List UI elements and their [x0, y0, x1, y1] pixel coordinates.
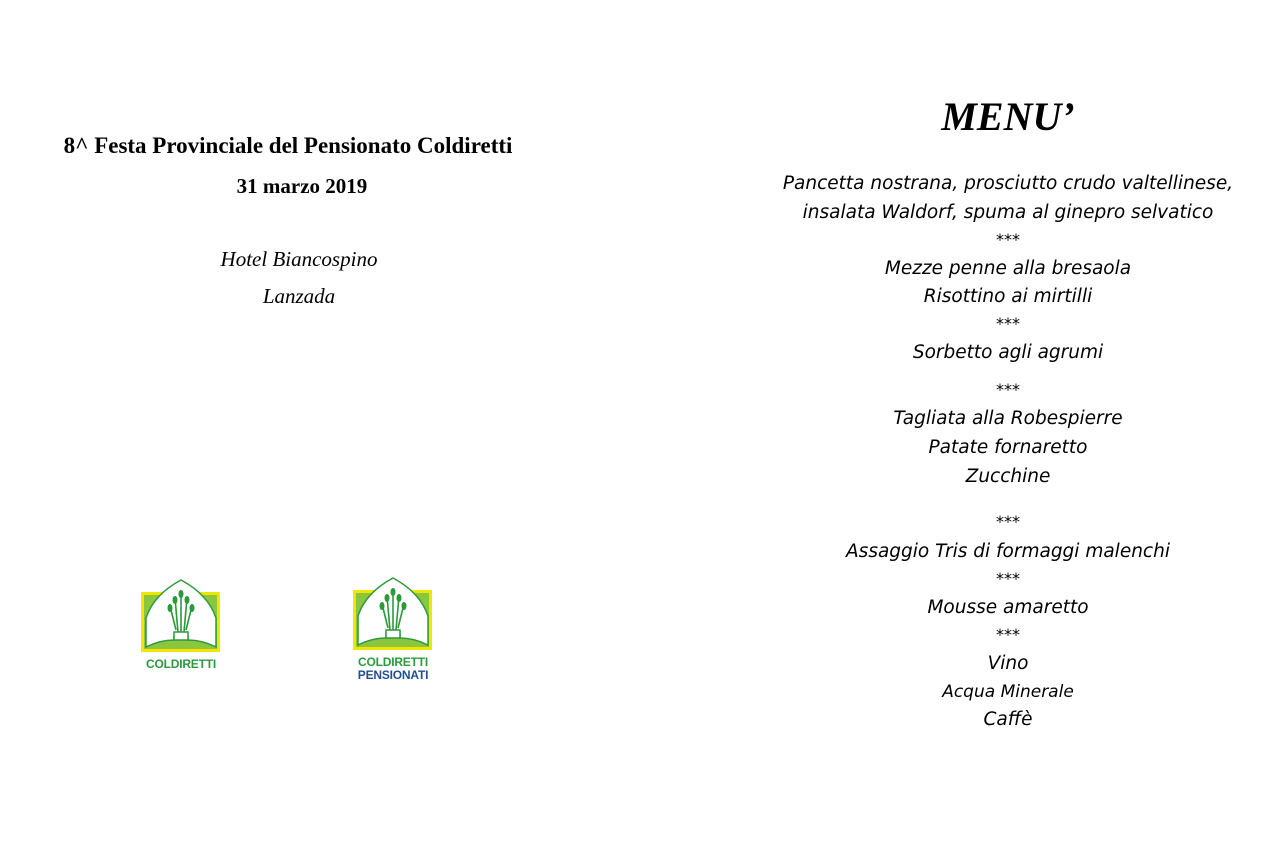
coldiretti-emblem-icon	[140, 578, 222, 658]
event-date: 31 marzo 2019	[236, 174, 368, 198]
menu-item-dolce: Mousse amaretto	[927, 597, 1089, 618]
event-venue: Hotel Biancospino	[220, 247, 378, 271]
coldiretti-pensionati-emblem-icon	[350, 576, 436, 656]
menu-separator: ***	[996, 314, 1020, 333]
menu-separator: ***	[996, 380, 1020, 399]
menu-item-secondo-2: Patate fornaretto	[928, 437, 1088, 458]
menu-item-primo-2: Risottino ai mirtilli	[923, 286, 1093, 307]
menu-item-vino: Vino	[987, 653, 1029, 674]
menu-separator: ***	[996, 625, 1020, 644]
menu-item-caffe: Caffè	[983, 709, 1033, 730]
event-town: Lanzada	[262, 284, 336, 308]
event-panel	[0, 0, 600, 861]
menu-item-antipasto-1: Pancetta nostrana, prosciutto crudo valtellinese,	[782, 173, 1234, 194]
menu-item-acqua: Acqua Minerale	[942, 682, 1074, 702]
menu-item-sorbetto: Sorbetto agli agrumi	[912, 342, 1104, 363]
coldiretti-pensionati-logo	[350, 576, 436, 682]
menu-item-primo-1: Mezze penne alla bresaola	[884, 258, 1132, 279]
menu-separator: ***	[996, 512, 1020, 531]
menu-separator: ***	[996, 230, 1020, 249]
menu-separator: ***	[996, 569, 1020, 588]
menu-title: MENU’	[941, 94, 1075, 139]
menu-item-secondo-3: Zucchine	[965, 466, 1051, 487]
pensionati-logo-text-1: COLDIRETTI	[358, 655, 428, 669]
pensionati-logo-text-2: PENSIONATI	[357, 668, 429, 682]
menu-item-antipasto-2: insalata Waldorf, spuma al ginepro selvatico	[802, 202, 1214, 223]
coldiretti-logo	[140, 578, 222, 671]
menu-panel	[740, 0, 1280, 861]
event-title: 8^ Festa Provinciale del Pensionato Coldiretti	[63, 133, 513, 158]
menu-item-formaggi: Assaggio Tris di formaggi malenchi	[846, 541, 1170, 562]
menu-item-secondo-1: Tagliata alla Robespierre	[893, 408, 1123, 429]
coldiretti-logo-text: COLDIRETTI	[146, 657, 216, 671]
